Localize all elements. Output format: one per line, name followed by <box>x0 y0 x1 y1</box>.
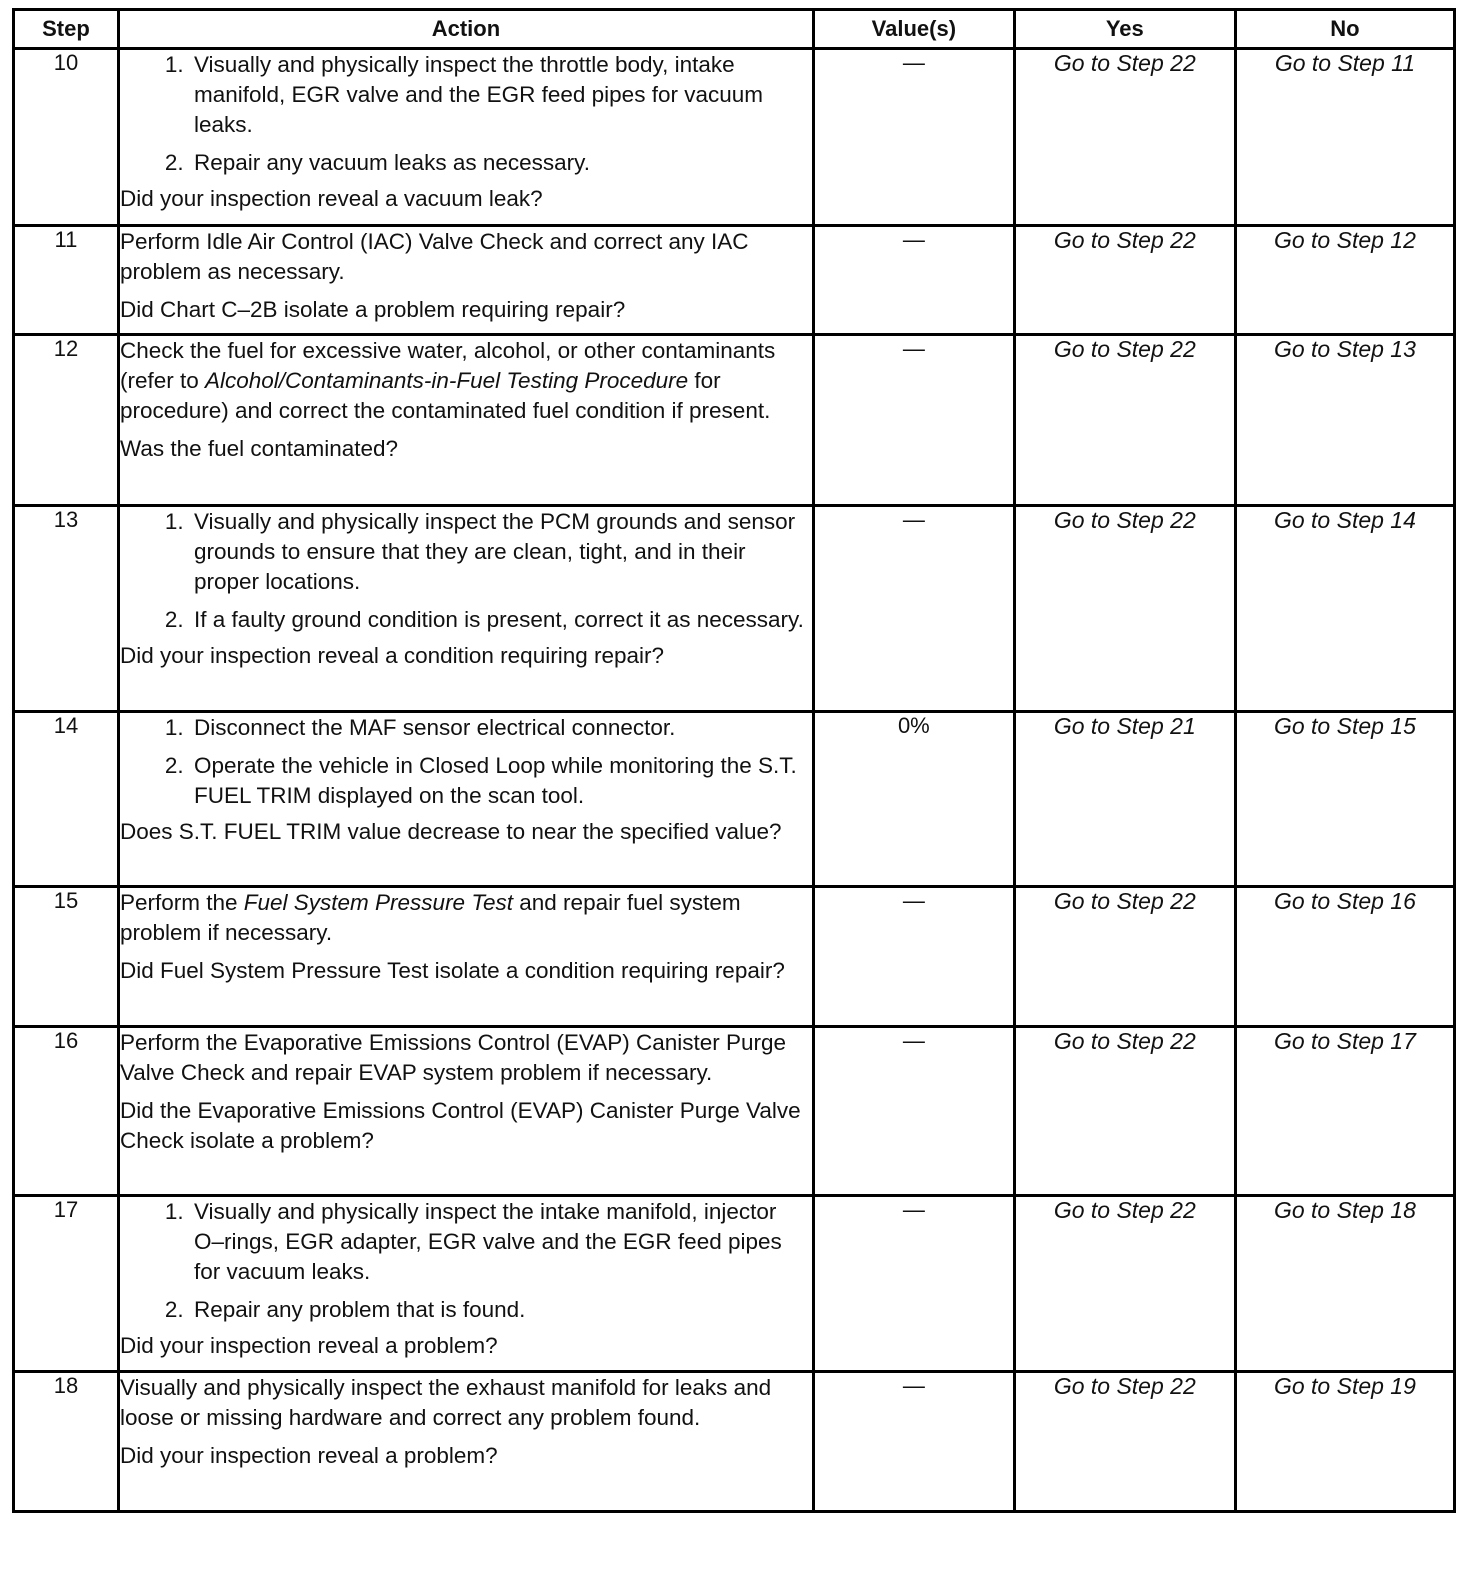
header-action: Action <box>118 10 813 49</box>
yes-cell: Go to Step 22 <box>1014 335 1235 506</box>
action-cell <box>118 506 813 712</box>
value-cell: — <box>813 226 1014 335</box>
instruction-text: Check the fuel for excessive water, alcohol, or other contaminants (refer to <box>119 338 776 393</box>
action-question: Did your inspection reveal a vacuum leak? <box>119 186 543 211</box>
action-cell <box>118 887 813 1027</box>
action-question: Did your inspection reveal a problem? <box>119 1443 498 1468</box>
no-cell: Go to Step 16 <box>1235 887 1454 1027</box>
header-step: Step <box>14 10 119 49</box>
table-row <box>14 49 1455 226</box>
action-question: Did the Evaporative Emissions Control (EVAP) Canister Purge Valve Check isolate a problem? <box>119 1098 801 1153</box>
action-question: Was the fuel contaminated? <box>119 436 399 461</box>
header-values: Value(s) <box>813 10 1014 49</box>
no-cell: Go to Step 19 <box>1235 1372 1454 1512</box>
action-cell <box>118 712 813 887</box>
value-cell: 0% <box>813 712 1014 887</box>
action-list-item: 2. Repair any vacuum leaks as necessary. <box>190 148 812 178</box>
action-question: Did Chart C–2B isolate a problem requiring repair? <box>119 297 626 322</box>
table-row <box>14 1372 1455 1512</box>
yes-cell: Go to Step 21 <box>1014 712 1235 887</box>
action-list-item: 2. If a faulty ground condition is present, correct it as necessary. <box>190 605 812 635</box>
diagnostic-table <box>12 8 1456 1513</box>
action-instruction <box>120 888 812 948</box>
table-row <box>14 887 1455 1027</box>
action-list <box>120 50 812 178</box>
yes-cell: Go to Step 22 <box>1014 506 1235 712</box>
no-cell: Go to Step 15 <box>1235 712 1454 887</box>
table-row <box>14 1027 1455 1196</box>
value-cell: — <box>813 1196 1014 1372</box>
action-list-item: 2. Operate the vehicle in Closed Loop while monitoring the S.T. FUEL TRIM displayed on the scan tool. <box>190 751 812 811</box>
procedure-reference: Fuel System Pressure Test <box>243 890 514 915</box>
header-no: No <box>1235 10 1454 49</box>
action-question: Did your inspection reveal a problem? <box>119 1333 498 1358</box>
action-list <box>120 1197 812 1325</box>
step-number: 10 <box>14 49 119 226</box>
action-cell <box>118 49 813 226</box>
step-number: 17 <box>14 1196 119 1372</box>
yes-cell: Go to Step 22 <box>1014 1027 1235 1196</box>
action-cell <box>118 335 813 506</box>
value-cell: — <box>813 335 1014 506</box>
value-cell: — <box>813 506 1014 712</box>
no-cell: Go to Step 13 <box>1235 335 1454 506</box>
table-row <box>14 226 1455 335</box>
yes-cell: Go to Step 22 <box>1014 887 1235 1027</box>
action-instruction: Perform Idle Air Control (IAC) Valve Check and correct any IAC problem as necessary. <box>119 229 749 284</box>
header-yes: Yes <box>1014 10 1235 49</box>
action-cell <box>118 1027 813 1196</box>
value-cell: — <box>813 49 1014 226</box>
value-cell: — <box>813 1027 1014 1196</box>
table-row <box>14 712 1455 887</box>
yes-cell: Go to Step 22 <box>1014 1372 1235 1512</box>
action-list-item: 1. Visually and physically inspect the throttle body, intake manifold, EGR valve and the EGR feed pipes for vacuum leaks. <box>190 50 812 140</box>
action-instruction: Visually and physically inspect the exhaust manifold for leaks and loose or missing hardware and correct any problem found. <box>119 1375 772 1430</box>
step-number: 11 <box>14 226 119 335</box>
action-instruction: Perform the Evaporative Emissions Control (EVAP) Canister Purge Valve Check and repair EVAP system problem if necessary. <box>119 1030 787 1085</box>
step-number: 15 <box>14 887 119 1027</box>
no-cell: Go to Step 18 <box>1235 1196 1454 1372</box>
procedure-reference: Alcohol/Contaminants-in-Fuel Testing Procedure <box>204 368 689 393</box>
instruction-text: and repair fuel system problem if necessary. <box>119 890 741 945</box>
action-cell <box>118 1196 813 1372</box>
action-cell <box>118 1372 813 1512</box>
action-instruction <box>120 336 812 426</box>
action-list-item: 1. Disconnect the MAF sensor electrical connector. <box>190 713 812 743</box>
action-question: Did Fuel System Pressure Test isolate a condition requiring repair? <box>119 958 785 983</box>
no-cell: Go to Step 14 <box>1235 506 1454 712</box>
instruction-text: for procedure) and correct the contaminated fuel condition if present. <box>119 368 771 423</box>
value-cell: — <box>813 887 1014 1027</box>
step-number: 14 <box>14 712 119 887</box>
step-number: 13 <box>14 506 119 712</box>
action-question: Did your inspection reveal a condition requiring repair? <box>119 643 665 668</box>
value-cell: — <box>813 1372 1014 1512</box>
action-list <box>120 713 812 811</box>
header-row <box>14 10 1455 49</box>
table-row <box>14 1196 1455 1372</box>
yes-cell: Go to Step 22 <box>1014 49 1235 226</box>
table-row <box>14 506 1455 712</box>
yes-cell: Go to Step 22 <box>1014 226 1235 335</box>
table-row <box>14 335 1455 506</box>
step-number: 12 <box>14 335 119 506</box>
no-cell: Go to Step 12 <box>1235 226 1454 335</box>
action-list-item: 1. Visually and physically inspect the intake manifold, injector O–rings, EGR adapter, EGR valve and the EGR feed pipes for vacuum leaks. <box>190 1197 812 1287</box>
instruction-text: Perform the <box>119 890 244 915</box>
no-cell: Go to Step 11 <box>1235 49 1454 226</box>
action-list <box>120 507 812 635</box>
step-number: 18 <box>14 1372 119 1512</box>
action-list-item: 2. Repair any problem that is found. <box>190 1295 812 1325</box>
no-cell: Go to Step 17 <box>1235 1027 1454 1196</box>
action-question: Does S.T. FUEL TRIM value decrease to near the specified value? <box>119 819 782 844</box>
action-cell <box>118 226 813 335</box>
action-list-item: 1. Visually and physically inspect the PCM grounds and sensor grounds to ensure that they are clean, tight, and in their proper locations. <box>190 507 812 597</box>
step-number: 16 <box>14 1027 119 1196</box>
yes-cell: Go to Step 22 <box>1014 1196 1235 1372</box>
